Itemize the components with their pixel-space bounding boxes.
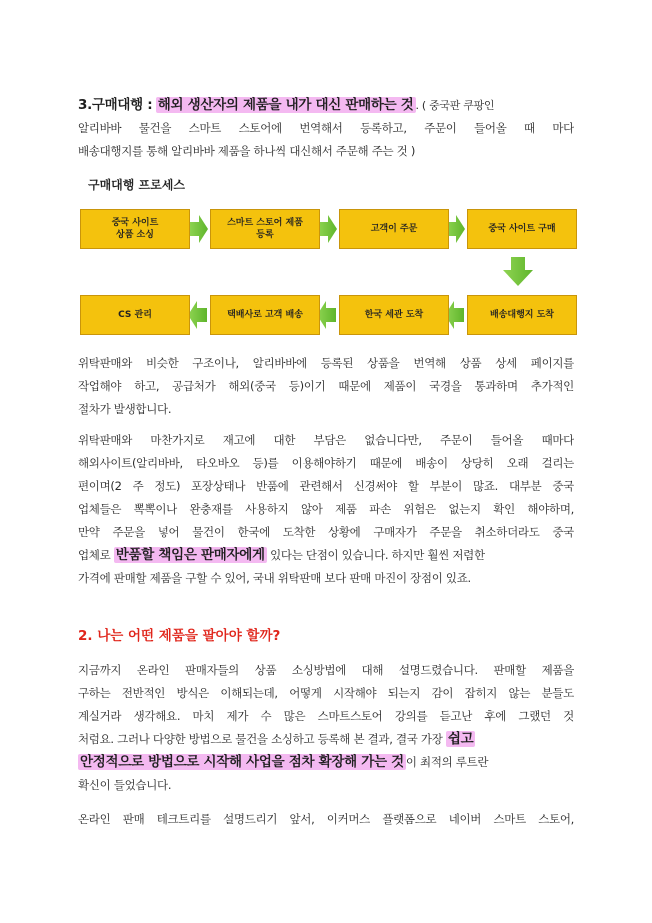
paragraph-line: 작업해야 하고, 공급처가 해외(중국 등)이기 때문에 제품이 국경을 통과하며 추가적인 [78,379,574,393]
text-segment: 처럼요. 그러나 다양한 방법으로 물건을 소싱하고 등록해 본 결과, 결국 가장 [78,732,443,746]
process-step-4: 중국 사이트 구매 [467,209,577,249]
paragraph-line: 위탁판매와 비슷한 구조이나, 알리바바에 등록된 상품을 번역해 상품 상세 페이지를 [78,356,574,370]
process-title: 구매대행 프로세스 [88,178,185,192]
process-step-7: 택배사로 고객 배송 [210,295,320,335]
process-step-8: CS 관리 [80,295,190,335]
refund-responsibility-highlight: 반품할 책임은 판매자에게 [115,547,265,563]
paragraph-4 [78,808,574,831]
section2-heading: 2. 나는 어떤 제품을 팔아야 할까? [78,628,281,644]
process-step-5: 배송대행지 도착 [467,295,577,335]
section3-after-highlight: . ( 중국판 쿠팡인 [415,99,495,112]
arrow-right-1 [189,215,208,243]
paragraph-2 [78,429,574,590]
section3-intro [78,94,574,163]
text-segment: 업체로 [78,548,111,562]
paragraph-line: 계실거라 생각해요. 마치 제가 수 많은 스마트스토어 강의를 듣고난 후에 그랬던 것 [78,709,574,723]
paragraph-line-highlighted [78,544,574,567]
process-step-2: 스마트 스토어 제품 등록 [210,209,320,249]
arrow-down [503,257,533,286]
section3-line1 [78,94,574,117]
paragraph-line: 구하는 전반적인 방식은 이해되는데, 어떻게 시작해야 되는지 감이 잡히지 않는 분들도 [78,686,574,700]
paragraph-line: 해외사이트(알리바바, 타오바오 등)를 이용해야하기 때문에 배송이 상당히 오래 걸리는 [78,456,574,470]
text-segment: 이 최적의 루트란 [405,755,489,769]
section3-line2: 알리바바 물건을 스마트 스토어에 번역해서 등록하고, 주문이 들어올 때 마다 [78,121,574,135]
paragraph-line: 온라인 판매 테크트리를 설명드리기 앞서, 이커머스 플랫폼으로 네이버 스마트 스토어, [78,812,574,826]
paragraph-line: 가격에 판매할 제품을 구할 수 있어, 국내 위탁판매 보다 판매 마진이 장점이 있죠. [78,571,471,585]
paragraph-1 [78,352,574,421]
section3-line3: 배송대행지를 통해 알리바바 제품을 하나씩 대신해서 주문해 주는 것 ) [78,144,416,158]
arrow-right-2 [318,215,337,243]
paragraph-line: 지금까지 온라인 판매자들의 상품 소싱방법에 대해 설명드렸습니다. 판매할 제품을 [78,663,574,677]
paragraph-3 [78,659,574,797]
paragraph-line: 확신이 들었습니다. [78,778,172,792]
easy-highlight: 쉽고 [447,731,474,747]
arrow-left-3 [188,301,207,329]
process-step-3: 고객이 주문 [339,209,449,249]
process-step-1: 중국 사이트 상품 소싱 [80,209,190,249]
paragraph-line: 절차가 발생합니다. [78,402,172,416]
paragraph-line: 편이며(2 주 정도) 포장상태나 반품에 관련해서 신경써야 할 부분이 많죠. 대부분 중국 [78,479,574,493]
paragraph-line-highlighted [78,751,574,774]
section3-highlight: 해외 생산자의 제품을 내가 대신 판매하는 것 [157,97,414,113]
paragraph-line: 만약 주문을 넣어 물건이 한국에 도착한 상황에 구매자가 주문을 취소하더라도 중국 [78,525,574,539]
text-segment: 있다는 단점이 있습니다. 하지만 훨씬 저렴한 [270,548,485,562]
process-step-6: 한국 세관 도착 [339,295,449,335]
paragraph-line-highlighted [78,728,574,751]
section3-heading: 3.구매대행 : [78,97,153,113]
paragraph-line: 위탁판매와 마찬가지로 재고에 대한 부담은 없습니다만, 주문이 들어올 때마다 [78,433,574,447]
paragraph-line: 업체들은 뽁뽁이나 완충재를 사용하지 않아 제품 파손 위험은 없는지 확인 해야하며, [78,502,574,516]
stable-method-highlight: 안정적으로 방법으로 시작해 사업을 점차 확장해 가는 것 [80,754,404,770]
